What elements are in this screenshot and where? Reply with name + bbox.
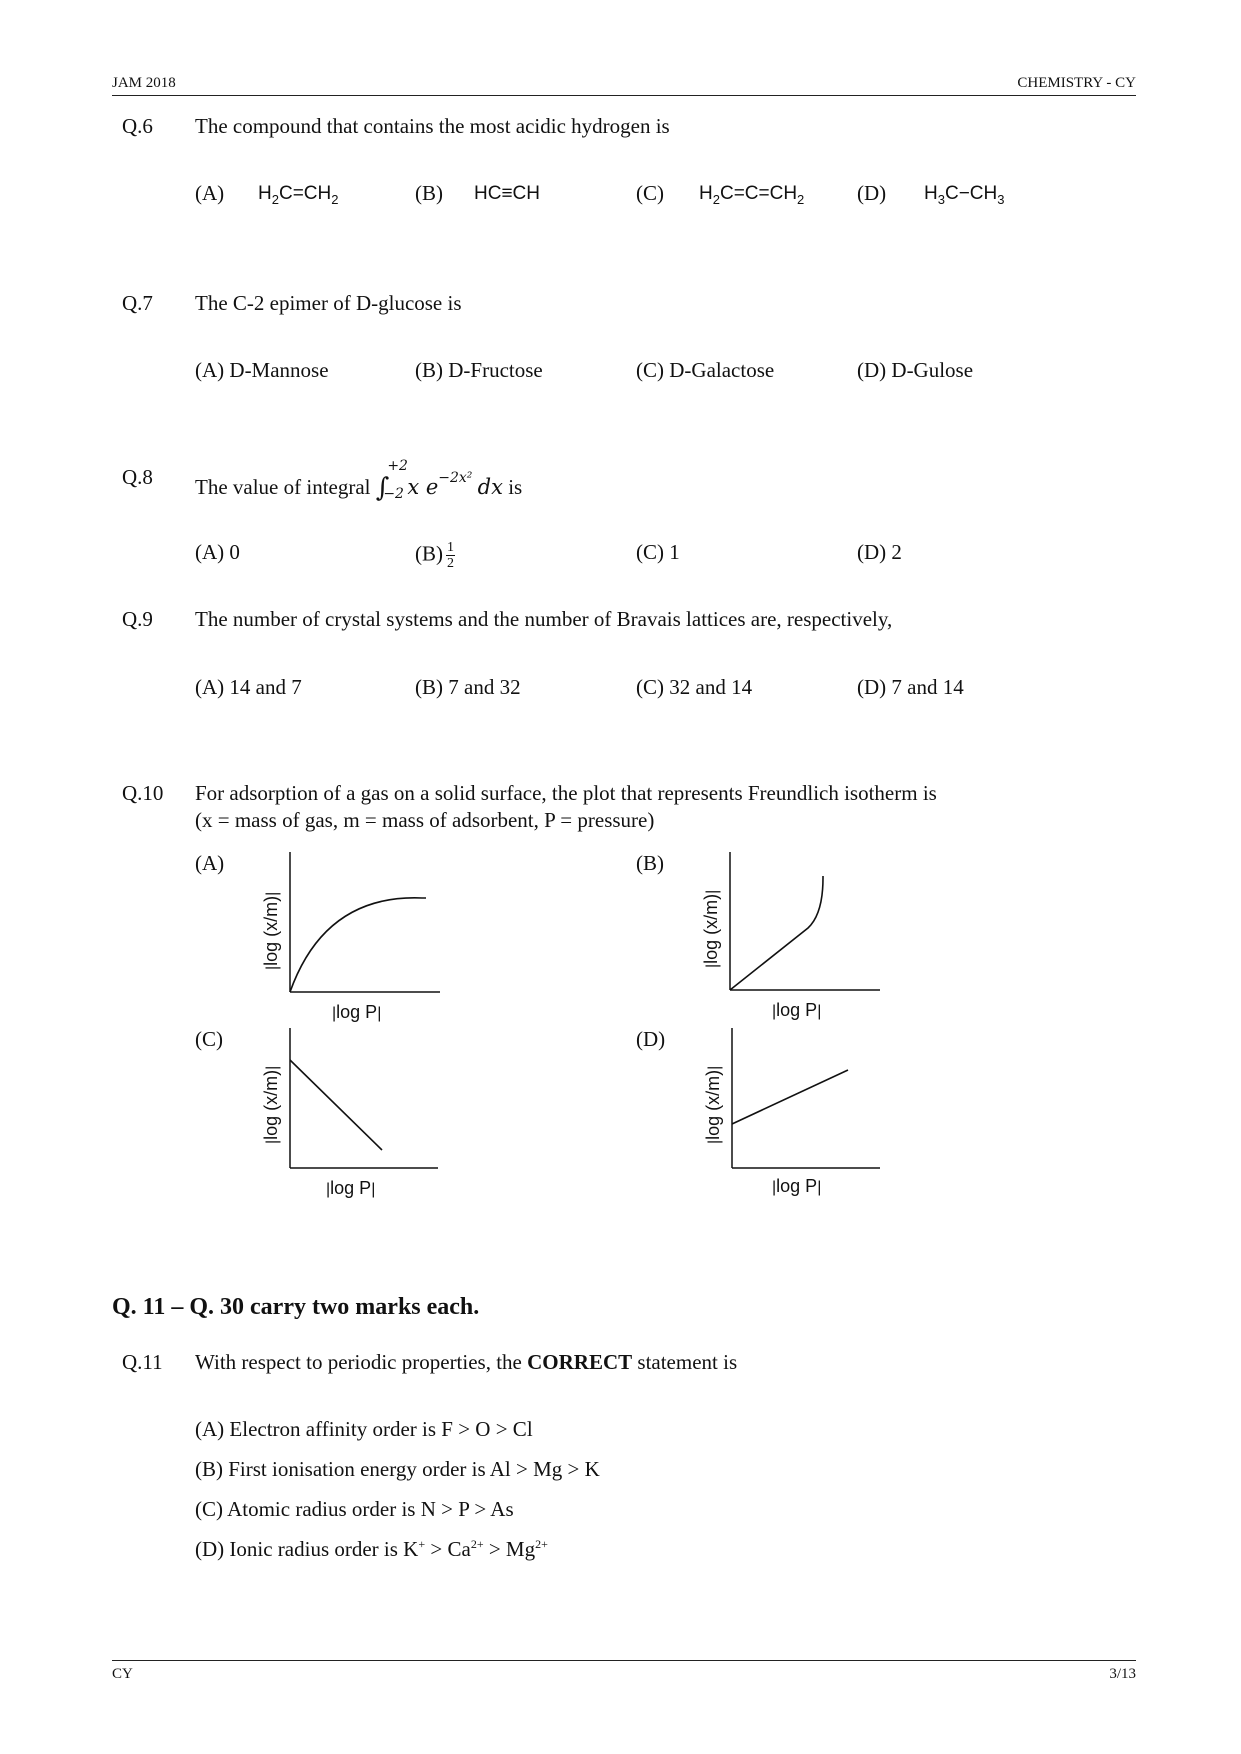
q6-option-a-label: (A) <box>195 181 225 205</box>
q6-option-c-formula: $H_2C=C=CH_2$ <box>699 183 805 207</box>
q10-plot-b <box>690 846 890 1026</box>
q10-text-line2: (x = mass of gas, m = mass of adsorbent, P = pressure) <box>195 808 655 832</box>
footer-right: 3/13 <box>1109 1666 1136 1682</box>
q6-option-d-label: (D) <box>857 181 887 205</box>
plot-d-x-label: |log P| <box>772 1176 822 1196</box>
q11-text: With respect to periodic properties, the CORRECT statement is <box>195 1350 738 1374</box>
q10-plot-a <box>250 846 450 1026</box>
q9-option-c: (C) 32 and 14 <box>636 675 753 699</box>
q6-option-b-formula: HC≡CH <box>474 183 540 204</box>
plot-b-x-label: |log P| <box>772 1000 822 1020</box>
q11-option-b: (B) First ionisation energy order is Al > Mg > K <box>195 1457 600 1481</box>
header-right: CHEMISTRY - CY <box>1017 75 1136 91</box>
plot-a-x-label: |log P| <box>332 1002 382 1022</box>
footer-rule <box>112 1660 1136 1661</box>
q8-text <box>195 458 523 503</box>
q6-text: The compound that contains the most acidic hydrogen is <box>195 114 670 138</box>
q8-option-b-fraction: $\frac{1}{2}$ <box>447 540 454 571</box>
plot-d-line <box>732 1070 848 1124</box>
q8-option-b: (B) $\frac{1}{2}$ <box>415 540 454 571</box>
q6-number: Q.6 <box>122 114 153 138</box>
q8-option-c: (C) 1 <box>636 540 680 564</box>
q6-option-d-formula: $H_3C-CH_3$ <box>924 183 1005 207</box>
q7-text: The C-2 epimer of D-glucose is <box>195 291 462 315</box>
q8-text-before: The value of integral <box>195 475 371 499</box>
q11-option-c: (C) Atomic radius order is N > P > As <box>195 1497 514 1521</box>
q8-option-a: (A) 0 <box>195 540 240 564</box>
q11-number: Q.11 <box>122 1350 163 1374</box>
q10-plot-b-label: (B) <box>636 851 664 875</box>
q10-plot-a-label: (A) <box>195 851 225 875</box>
header-rule <box>112 95 1136 96</box>
q10-plot-c <box>250 1022 450 1202</box>
q7-number: Q.7 <box>122 291 153 315</box>
q11-option-d: (D) Ionic radius order is $K^+ > Ca^{2+} > Mg^{2+}$ <box>195 1537 548 1561</box>
q9-option-a: (A) 14 and 7 <box>195 675 302 699</box>
q9-text: The number of crystal systems and the number of Bravais lattices are, respectively, <box>195 607 893 631</box>
q6-option-c-label: (C) <box>636 181 664 205</box>
plot-c-line <box>290 1060 382 1150</box>
plot-a-curve <box>290 898 426 992</box>
q9-option-d: (D) 7 and 14 <box>857 675 964 699</box>
q8-exponent: −2x² <box>438 470 473 486</box>
q9-option-b: (B) 7 and 32 <box>415 675 521 699</box>
q10-number: Q.10 <box>122 781 164 805</box>
q8-text-after: is <box>508 475 523 499</box>
plot-a-y-label: |log (x/m)| <box>261 891 281 970</box>
plot-b-curve <box>730 876 823 990</box>
q8-differential: dx <box>477 475 503 499</box>
q7-option-d: (D) D-Gulose <box>857 358 974 382</box>
plot-d-y-label: |log (x/m)| <box>703 1065 723 1144</box>
plot-b-y-label: |log (x/m)| <box>701 889 721 968</box>
q6-option-b-label: (B) <box>415 181 443 205</box>
q7-option-c: (C) D-Galactose <box>636 358 775 382</box>
q8-number: Q.8 <box>122 465 153 489</box>
q9-number: Q.9 <box>122 607 153 631</box>
q7-option-b: (B) D-Fructose <box>415 358 543 382</box>
plot-c-y-label: |log (x/m)| <box>261 1065 281 1144</box>
q8-option-d: (D) 2 <box>857 540 902 564</box>
header-left: JAM 2018 <box>112 75 176 91</box>
q10-plot-d-label: (D) <box>636 1027 666 1051</box>
q7-option-a: (A) D-Mannose <box>195 358 329 382</box>
q10-plot-c-label: (C) <box>195 1027 223 1051</box>
footer-left: CY <box>112 1666 133 1682</box>
q8-integrand: x e <box>407 475 439 499</box>
q10-text-line1: For adsorption of a gas on a solid surface, the plot that represents Freundlich isotherm is <box>195 781 937 805</box>
plot-c-x-label: |log P| <box>326 1178 376 1198</box>
section-heading: Q. 11 – Q. 30 carry two marks each. <box>112 1294 480 1320</box>
integral-symbol: ∫ <box>375 473 390 503</box>
q6-option-a-formula: $H_2C=CH_2$ <box>258 183 339 207</box>
q11-option-a: (A) Electron affinity order is F > O > Cl <box>195 1417 533 1441</box>
q10-plot-d <box>690 1022 890 1202</box>
q11-text-bold: CORRECT <box>527 1350 633 1374</box>
q8-upper-limit: +2 <box>387 458 408 474</box>
q8-lower-limit: −2 <box>383 486 404 502</box>
